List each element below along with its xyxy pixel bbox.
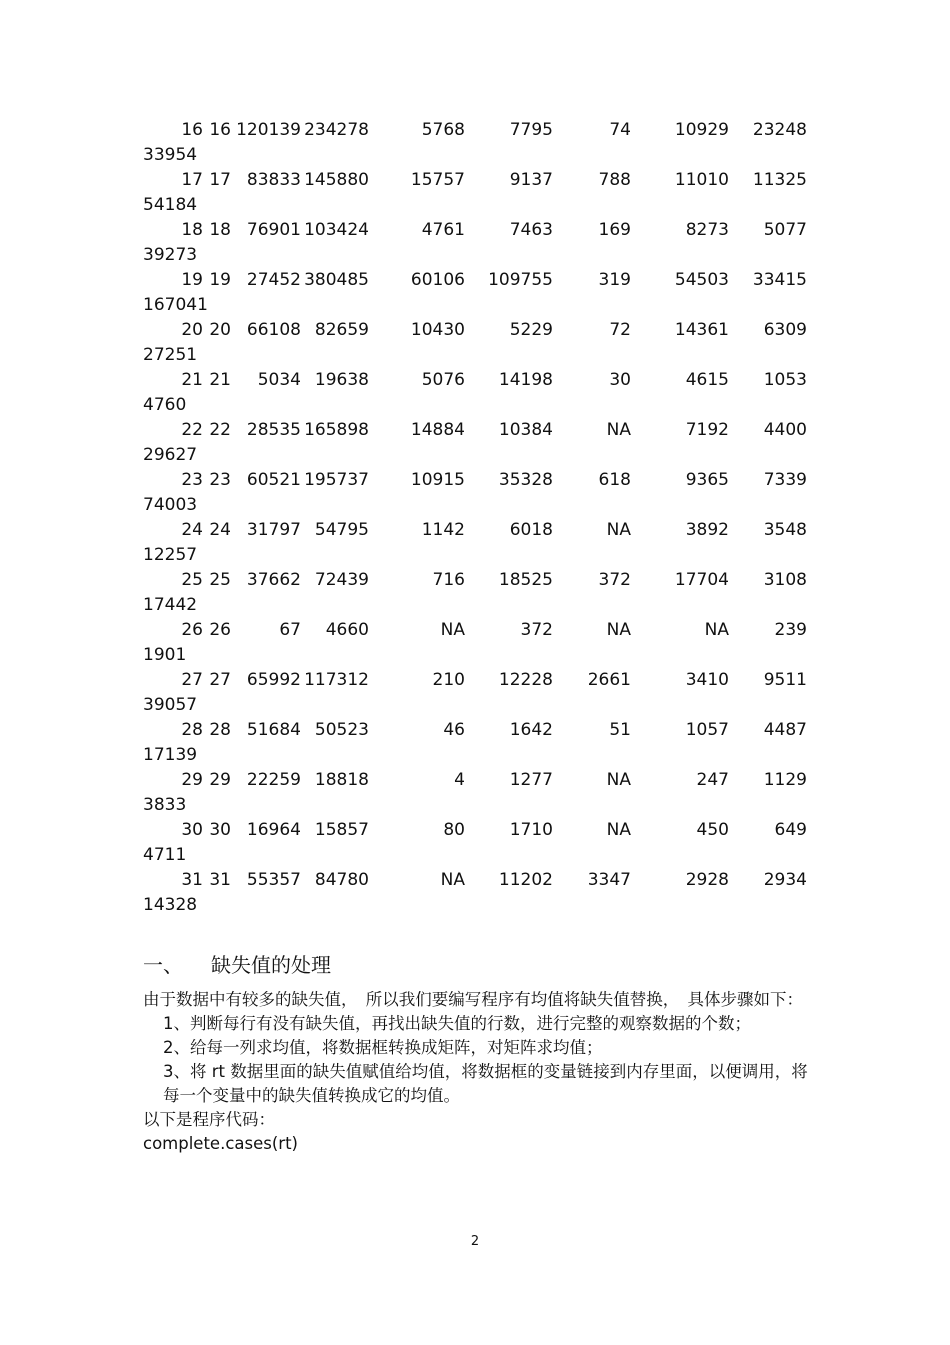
table-cell: 6309 — [763, 320, 807, 340]
table-cell: 51 — [609, 720, 631, 740]
table-cell: 16964 — [246, 820, 301, 840]
table-cell: 19 — [181, 270, 203, 290]
table-cell: 5034 — [257, 370, 301, 390]
table-cell: 1142 — [421, 520, 465, 540]
table-row — [143, 818, 823, 868]
table-cell: 26 — [209, 620, 231, 640]
table-cell: 35328 — [498, 470, 553, 490]
table-row-line — [143, 318, 823, 343]
table-cell: 54503 — [674, 270, 729, 290]
table-cell: NA — [440, 620, 465, 640]
table-cell: 72 — [609, 320, 631, 340]
table-cell: 14198 — [498, 370, 553, 390]
table-cell: 234278 — [304, 120, 369, 140]
table-cell: 9137 — [509, 170, 553, 190]
table-cell-wrapped: 12257 — [143, 545, 198, 565]
table-cell: 31 — [209, 870, 231, 890]
table-cell: 10430 — [410, 320, 465, 340]
table-cell: 3410 — [685, 670, 729, 690]
table-row-line — [143, 118, 823, 143]
table-cell-wrapped: 1901 — [143, 645, 187, 665]
table-cell: 24 — [181, 520, 203, 540]
table-cell-wrapped: 74003 — [143, 495, 198, 515]
table-cell: 67 — [279, 620, 301, 640]
table-cell: 83833 — [246, 170, 301, 190]
table-cell-wrapped: 17442 — [143, 595, 198, 615]
table-row — [143, 168, 823, 218]
table-cell: 84780 — [314, 870, 369, 890]
table-cell: 5768 — [421, 120, 465, 140]
step-2: 2、给每一列求均值，将数据框转换成矩阵，对矩阵求均值； — [163, 1038, 603, 1057]
table-cell: 23248 — [752, 120, 807, 140]
table-cell: 18 — [181, 220, 203, 240]
table-cell: 15857 — [314, 820, 369, 840]
table-cell: 380485 — [304, 270, 369, 290]
section-title: 缺失值的处理 — [211, 953, 331, 977]
table-cell: 28535 — [246, 420, 301, 440]
table-cell: NA — [606, 620, 631, 640]
table-row — [143, 418, 823, 468]
table-cell-wrapped: 27251 — [143, 345, 198, 365]
table-row-line — [143, 418, 823, 443]
section-number: 一、 — [143, 953, 183, 977]
table-cell: 30 — [209, 820, 231, 840]
table-cell: 30 — [609, 370, 631, 390]
table-cell: 5077 — [763, 220, 807, 240]
table-cell: 10915 — [410, 470, 465, 490]
table-cell: 716 — [432, 570, 465, 590]
table-cell: 319 — [598, 270, 631, 290]
table-cell: 24 — [209, 520, 231, 540]
table-cell: 372 — [520, 620, 553, 640]
table-cell: 20 — [209, 320, 231, 340]
table-cell: 14361 — [674, 320, 729, 340]
table-cell: 372 — [598, 570, 631, 590]
table-cell: 1277 — [509, 770, 553, 790]
table-row-line — [143, 718, 823, 743]
table-cell: 117312 — [304, 670, 369, 690]
table-cell: 145880 — [304, 170, 369, 190]
table-cell-wrapped: 39057 — [143, 695, 198, 715]
table-cell: 5229 — [509, 320, 553, 340]
table-cell-wrapped: 4711 — [143, 845, 187, 865]
table-cell: 21 — [181, 370, 203, 390]
table-cell: 120139 — [236, 120, 301, 140]
table-cell: 18 — [209, 220, 231, 240]
table-cell: 17 — [181, 170, 203, 190]
table-cell-wrapped: 3833 — [143, 795, 187, 815]
table-cell: 22 — [181, 420, 203, 440]
table-cell-wrapped: 17139 — [143, 745, 198, 765]
table-row — [143, 468, 823, 518]
table-row — [143, 518, 823, 568]
table-cell: 27 — [181, 670, 203, 690]
table-row — [143, 668, 823, 718]
table-cell: NA — [704, 620, 729, 640]
table-row — [143, 568, 823, 618]
table-cell: 16 — [209, 120, 231, 140]
table-cell: 12228 — [498, 670, 553, 690]
table-cell: 29 — [181, 770, 203, 790]
table-cell: 46 — [443, 720, 465, 740]
table-cell: 60521 — [246, 470, 301, 490]
table-row-line — [143, 818, 823, 843]
table-cell-wrapped: 33954 — [143, 145, 198, 165]
table-cell: 23 — [181, 470, 203, 490]
table-cell: 14884 — [410, 420, 465, 440]
table-cell: 17704 — [674, 570, 729, 590]
table-row-line — [143, 668, 823, 693]
table-row-line — [143, 268, 823, 293]
table-cell: 31 — [181, 870, 203, 890]
table-cell: 33415 — [752, 270, 807, 290]
table-cell: 1642 — [509, 720, 553, 740]
table-cell: 37662 — [246, 570, 301, 590]
table-cell: 28 — [181, 720, 203, 740]
table-cell: 11010 — [674, 170, 729, 190]
table-row-line — [143, 468, 823, 493]
table-cell: 22 — [209, 420, 231, 440]
table-cell: 76901 — [246, 220, 301, 240]
table-cell: 7339 — [763, 470, 807, 490]
table-cell: 29 — [209, 770, 231, 790]
table-row-line — [143, 768, 823, 793]
step-1: 1、判断每行有没有缺失值，再找出缺失值的行数，进行完整的观察数据的个数； — [163, 1014, 751, 1033]
table-cell: 4 — [454, 770, 465, 790]
table-row — [143, 768, 823, 818]
table-cell: 6018 — [509, 520, 553, 540]
code-intro: 以下是程序代码： — [143, 1110, 275, 1129]
table-row-line — [143, 518, 823, 543]
table-cell: 26 — [181, 620, 203, 640]
table-cell: 15757 — [410, 170, 465, 190]
table-row-line — [143, 618, 823, 643]
table-cell: 4660 — [325, 620, 369, 640]
table-row — [143, 618, 823, 668]
table-cell: 80 — [443, 820, 465, 840]
table-row — [143, 218, 823, 268]
table-cell: 72439 — [314, 570, 369, 590]
table-cell: NA — [606, 420, 631, 440]
code-line: complete.cases(rt) — [143, 1134, 298, 1153]
table-cell: 5076 — [421, 370, 465, 390]
table-cell: 8273 — [685, 220, 729, 240]
table-cell: 7192 — [685, 420, 729, 440]
table-cell: 7795 — [509, 120, 553, 140]
table-cell: 3892 — [685, 520, 729, 540]
table-cell: 10384 — [498, 420, 553, 440]
table-cell: 4761 — [421, 220, 465, 240]
table-cell: 22259 — [246, 770, 301, 790]
table-cell: 25 — [181, 570, 203, 590]
table-cell: 169 — [598, 220, 631, 240]
table-row — [143, 268, 823, 318]
table-cell: 1710 — [509, 820, 553, 840]
table-cell: 210 — [432, 670, 465, 690]
table-cell: 30 — [181, 820, 203, 840]
table-cell: 4615 — [685, 370, 729, 390]
table-cell: 65992 — [246, 670, 301, 690]
page-number: 2 — [470, 1234, 480, 1249]
text-block — [143, 950, 823, 1156]
table-cell: 3108 — [763, 570, 807, 590]
table-cell-wrapped: 39273 — [143, 245, 198, 265]
table-row — [143, 718, 823, 768]
table-cell: 28 — [209, 720, 231, 740]
table-row — [143, 368, 823, 418]
table-cell-wrapped: 167041 — [143, 295, 208, 315]
table-row-line — [143, 568, 823, 593]
table-cell: 4400 — [763, 420, 807, 440]
table-cell: 54795 — [314, 520, 369, 540]
table-cell: 18525 — [498, 570, 553, 590]
table-cell: 19638 — [314, 370, 369, 390]
table-cell: 21 — [209, 370, 231, 390]
table-cell-wrapped: 54184 — [143, 195, 198, 215]
table-cell: 1053 — [763, 370, 807, 390]
table-cell: 788 — [598, 170, 631, 190]
table-cell: 16 — [181, 120, 203, 140]
table-row — [143, 318, 823, 368]
table-cell: 74 — [609, 120, 631, 140]
table-cell: 3347 — [587, 870, 631, 890]
table-cell-wrapped: 29627 — [143, 445, 198, 465]
table-row — [143, 118, 823, 168]
table-cell: NA — [440, 870, 465, 890]
table-cell: 82659 — [314, 320, 369, 340]
table-cell: 109755 — [488, 270, 553, 290]
table-row-line — [143, 218, 823, 243]
table-cell: 31797 — [246, 520, 301, 540]
table-cell: 1129 — [763, 770, 807, 790]
table-cell-wrapped: 14328 — [143, 895, 198, 915]
table-cell: 1057 — [685, 720, 729, 740]
table-cell: 17 — [209, 170, 231, 190]
table-row-line — [143, 868, 823, 893]
table-cell: 450 — [696, 820, 729, 840]
table-cell-wrapped: 4760 — [143, 395, 187, 415]
table-cell: 27 — [209, 670, 231, 690]
data-table — [143, 118, 823, 918]
table-cell: 18818 — [314, 770, 369, 790]
table-cell: 649 — [774, 820, 807, 840]
table-cell: 2928 — [685, 870, 729, 890]
table-row — [143, 868, 823, 918]
table-row-line — [143, 168, 823, 193]
step-3: 3、将 rt 数据里面的缺失值赋值给均值，将数据框的变量链接到内存里面，以便调用，将每一个变量中的缺失值转换成它的均值。 — [163, 1062, 808, 1105]
table-cell: NA — [606, 770, 631, 790]
table-cell: 27452 — [246, 270, 301, 290]
table-cell: 50523 — [314, 720, 369, 740]
intro-paragraph: 由于数据中有较多的缺失值， 所以我们要编写程序有均值将缺失值替换， 具体步骤如下： — [143, 990, 803, 1009]
table-cell: NA — [606, 820, 631, 840]
table-cell: 11325 — [752, 170, 807, 190]
table-cell: 10929 — [674, 120, 729, 140]
table-cell: 4487 — [763, 720, 807, 740]
table-row-line — [143, 368, 823, 393]
table-cell: 60106 — [410, 270, 465, 290]
table-cell: 55357 — [246, 870, 301, 890]
table-cell: 19 — [209, 270, 231, 290]
table-cell: 239 — [774, 620, 807, 640]
table-cell: 2661 — [587, 670, 631, 690]
table-cell: 11202 — [498, 870, 553, 890]
table-cell: 103424 — [304, 220, 369, 240]
table-cell: NA — [606, 520, 631, 540]
table-cell: 165898 — [304, 420, 369, 440]
table-cell: 23 — [209, 470, 231, 490]
table-cell: 195737 — [304, 470, 369, 490]
table-cell: 247 — [696, 770, 729, 790]
table-cell: 618 — [598, 470, 631, 490]
table-cell: 9511 — [763, 670, 807, 690]
table-cell: 20 — [181, 320, 203, 340]
table-cell: 3548 — [763, 520, 807, 540]
table-cell: 25 — [209, 570, 231, 590]
table-cell: 7463 — [509, 220, 553, 240]
table-cell: 66108 — [246, 320, 301, 340]
table-cell: 9365 — [685, 470, 729, 490]
section-heading — [143, 950, 823, 980]
table-cell: 51684 — [246, 720, 301, 740]
table-cell: 2934 — [763, 870, 807, 890]
